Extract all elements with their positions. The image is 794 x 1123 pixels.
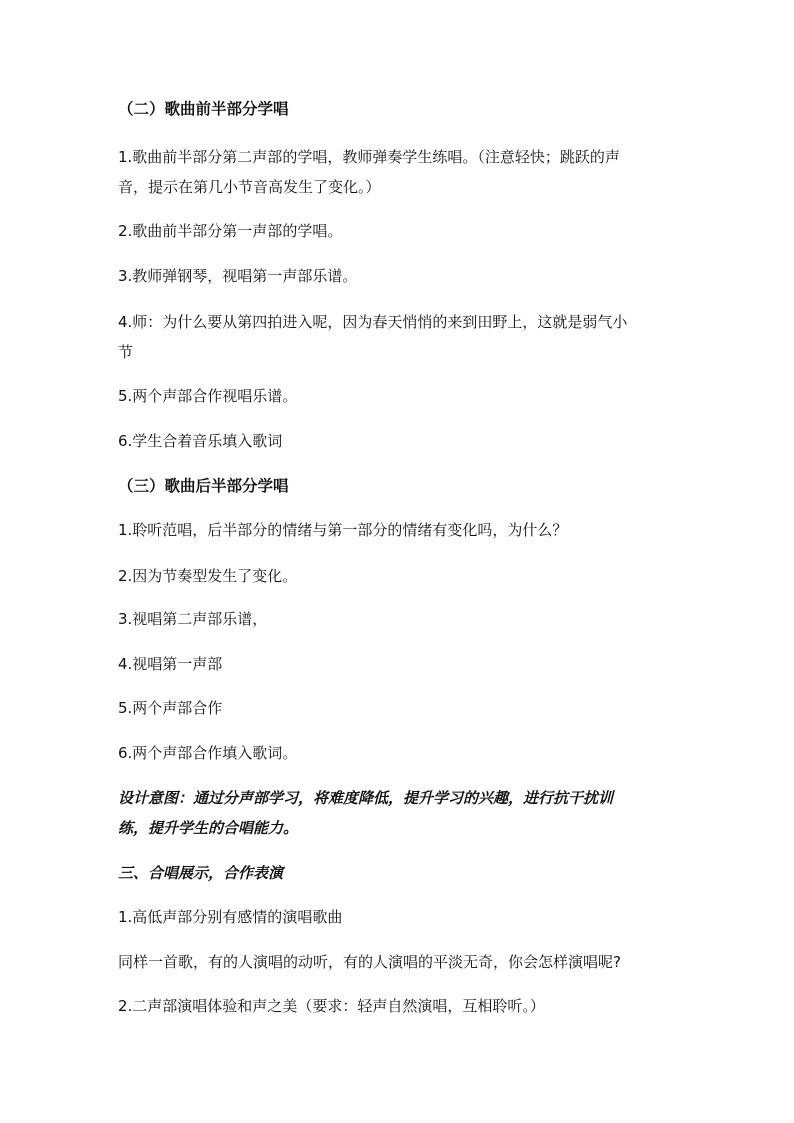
section2-item-4: 4.师：为什么要从第四拍进入呢，因为春天悄悄的来到田野上，这就是弱气小 xyxy=(118,313,628,331)
section3-item-4: 4.视唱第一声部 xyxy=(118,655,223,673)
section3-item-2: 2.因为节奏型发生了变化。 xyxy=(118,567,298,585)
part3-paragraph: 同样一首歌，有的人演唱的动听，有的人演唱的平淡无奇，你会怎样演唱呢? xyxy=(118,953,621,971)
section2-heading: （二）歌曲前半部分学唱 xyxy=(118,100,289,118)
section2-item-1-cont: 音，提示在第几小节音高发生了变化。） xyxy=(118,178,381,196)
section2-item-3: 3.教师弹钢琴，视唱第一声部乐谱。 xyxy=(118,267,358,285)
section2-item-4-cont: 节 xyxy=(118,343,134,361)
section3-item-5: 5.两个声部合作 xyxy=(118,699,223,717)
part3-item-2: 2.二声部演唱体验和声之美（要求：轻声自然演唱，互相聆听。） xyxy=(118,997,545,1015)
part3-item-1: 1.高低声部分别有感情的演唱歌曲 xyxy=(118,908,343,926)
section3-heading: （三）歌曲后半部分学唱 xyxy=(118,477,289,495)
section2-item-2: 2.歌曲前半部分第一声部的学唱。 xyxy=(118,222,343,240)
part3-heading: 三、合唱展示，合作表演 xyxy=(118,864,284,882)
section2-item-5: 5.两个声部合作视唱乐谱。 xyxy=(118,387,298,405)
design-intent-line2: 练，提升学生的合唱能力。 xyxy=(118,819,299,837)
design-intent-line1: 设计意图：通过分声部学习，将难度降低，提升学习的兴趣，进行抗干扰训 xyxy=(118,789,614,807)
section2-item-1: 1.歌曲前半部分第二声部的学唱，教师弹奏学生练唱。（注意轻快；跳跃的声 xyxy=(118,148,620,166)
section2-item-6: 6.学生合着音乐填入歌词 xyxy=(118,432,283,450)
section3-item-1: 1.聆听范唱，后半部分的情绪与第一部分的情绪有变化吗，为什么？ xyxy=(118,521,568,539)
section3-item-6: 6.两个声部合作填入歌词。 xyxy=(118,744,298,762)
section3-item-3: 3.视唱第二声部乐谱， xyxy=(118,610,268,628)
